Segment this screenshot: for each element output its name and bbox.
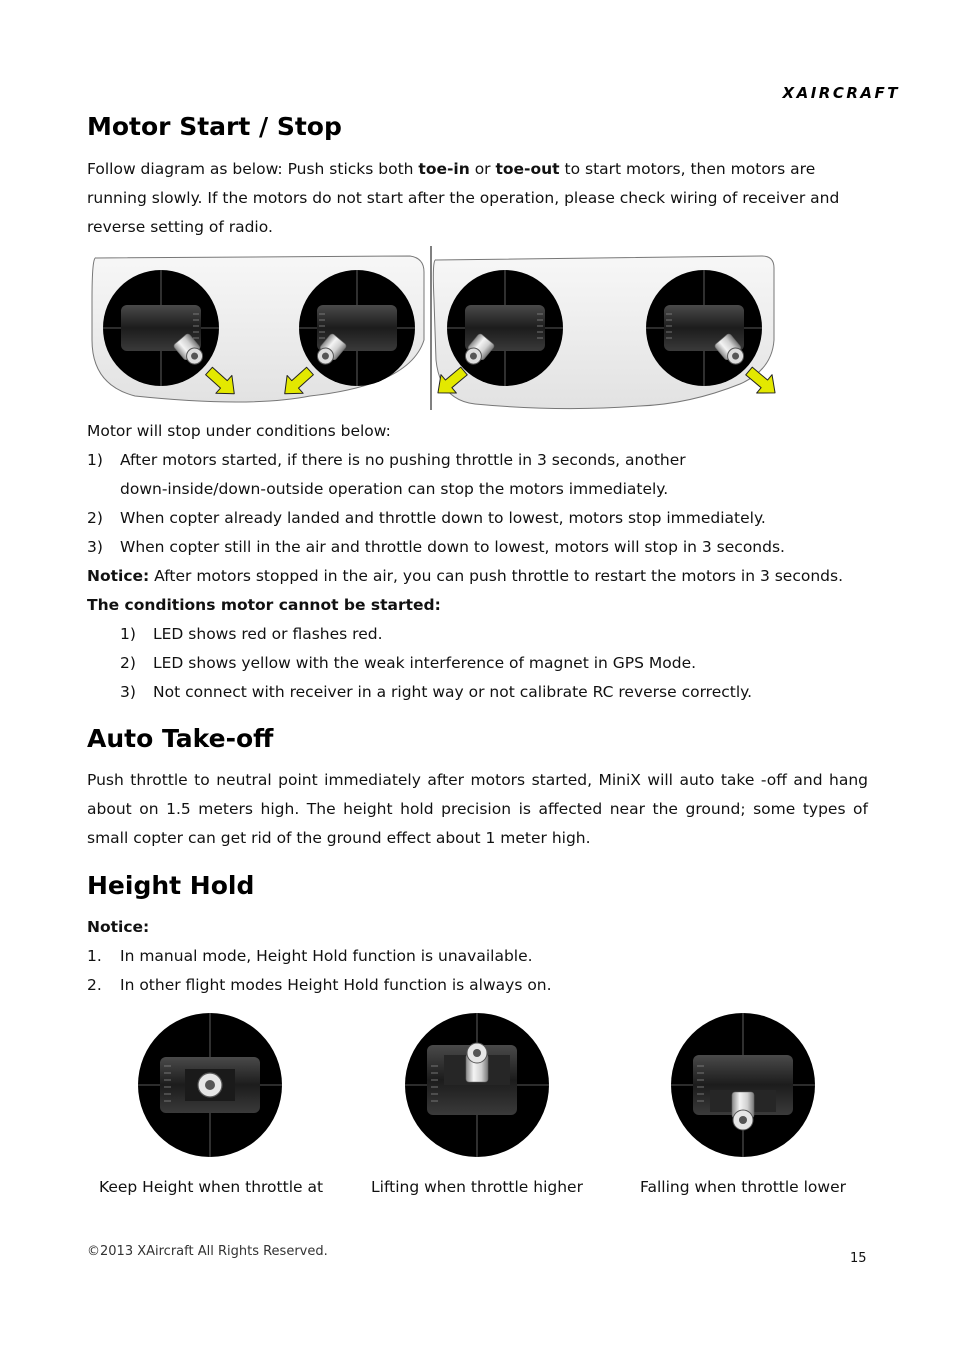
list-item: 3) When copter still in the air and throttle down to lowest, motors will stop in 3 seconds. [87, 538, 785, 556]
takeoff-body: Push throttle to neutral point immediately after motors started, MiniX will auto take -off and hang about on 1.5 meters high. The height hold precision is affected near the ground; some types of small copter can get rid of the ground effect about 1 meter high. [87, 771, 868, 847]
page-number: 15 [850, 1251, 867, 1266]
intro-text-1: Follow diagram as below: Push sticks both [87, 160, 419, 178]
list-item: 1. In manual mode, Height Hold function is unavailable. [87, 947, 533, 965]
throttle-stick-down [671, 1013, 815, 1157]
height-notice-label: Notice: [87, 918, 150, 936]
cannot-start-title: The conditions motor cannot be started: [87, 596, 441, 614]
list-item-cont: down-inside/down-outside operation can stop the motors immediately. [120, 480, 669, 498]
throttle-stick-up [405, 1013, 549, 1157]
stop-intro: Motor will stop under conditions below: [87, 422, 391, 440]
caption-keep-height: Keep Height when throttle at [98, 1178, 324, 1196]
intro-toe-out: toe-out [495, 160, 560, 178]
throttle-stick-neutral [138, 1013, 282, 1157]
caption-falling: Falling when throttle lower [639, 1178, 846, 1196]
list-item: 2) LED shows yellow with the weak interference of magnet in GPS Mode. [120, 654, 697, 672]
caption-lifting: Lifting when throttle higher [371, 1178, 583, 1196]
brand-logo: XAIRCRAFT [782, 84, 900, 102]
takeoff-section-title: Auto Take-off [87, 724, 274, 753]
list-item: 2. In other flight modes Height Hold function is always on. [87, 976, 552, 994]
notice-line: Notice: After motors stopped in the air, you can push throttle to restart the motors in 3 seconds. [87, 567, 844, 585]
intro-line-3: reverse setting of radio. [87, 218, 273, 236]
copyright: ©2013 XAircraft All Rights Reserved. [87, 1244, 328, 1259]
list-item: 2) When copter already landed and throttle down to lowest, motors stop immediately. [87, 509, 766, 527]
height-section-title: Height Hold [87, 871, 255, 900]
list-item: 1) LED shows red or flashes red. [120, 625, 383, 643]
intro-text-2: or [469, 160, 496, 178]
intro-line-2: running slowly. If the motors do not start after the operation, please check wiring of receiver and [87, 189, 840, 207]
list-item: 1) After motors started, if there is no pushing throttle in 3 seconds, another [87, 451, 686, 469]
intro-text-3: to start motors, then motors are [559, 160, 816, 178]
list-item: 3) Not connect with receiver in a right way or not calibrate RC reverse correctly. [120, 683, 753, 701]
motor-section-title: Motor Start / Stop [87, 112, 342, 141]
intro-toe-in: toe-in [418, 160, 470, 178]
